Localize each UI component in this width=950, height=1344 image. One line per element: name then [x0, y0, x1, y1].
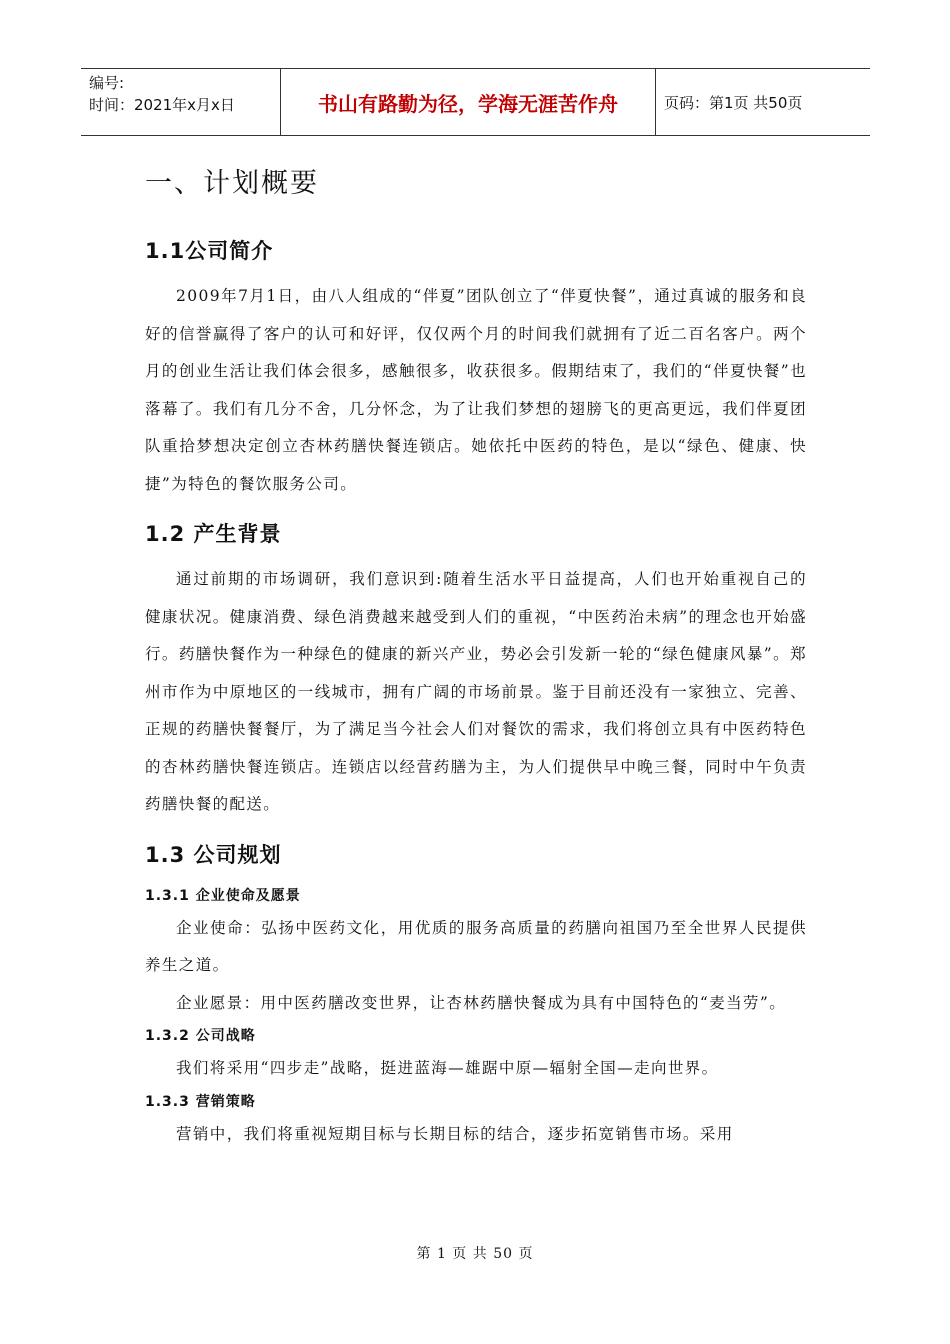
paragraph-background: 通过前期的市场调研，我们意识到:随着生活水平日益提高，人们也开始重视自己的健康状况。健康消费、绿色消费越来越受到人们的重视，“中医药治未病”的理念也开始盛行。药膳快餐作为一种绿色的健康的新兴产业，势必会引发新一轮的“绿色健康风暴”。郑州市作为中原地区的一线城市，拥有广阔的市场前景。鉴于目前还没有一家独立、完善、正规的药膳快餐餐厅，为了满足当今社会人们对餐饮的需求，我们将创立具有中医药特色的杏林药膳快餐连锁店。连锁店以经营药膳为主，为人们提供早中晚三餐，同时中午负责药膳快餐的配送。 — [145, 570, 807, 813]
paragraph-strategy: 我们将采用“四步走”战略，挺进蓝海—雄踞中原—辐射全国—走向世界。 — [176, 1059, 719, 1077]
subsection-title-mission: 1.3.1 企业使命及愿景 — [145, 887, 301, 904]
paragraph-mission: 企业使命：弘扬中医药文化，用优质的服务高质量的药膳向祖国乃至全世界人民提供养生之道。 — [145, 918, 807, 974]
document-number-label: 编号: — [89, 74, 125, 92]
document-body — [145, 164, 807, 1153]
paragraph-vision: 企业愿景：用中医药膳改变世界，让杏林药膳快餐成为具有中国特色的“麦当劳”。 — [176, 993, 787, 1012]
section-title-company-intro: 1.1公司简介 — [145, 239, 274, 263]
paragraph-marketing: 营销中，我们将重视短期目标与长期目标的结合，逐步拓宽销售市场。采用 — [176, 1124, 734, 1143]
section-title-company-plan: 1.3 公司规划 — [145, 842, 282, 867]
chapter-title: 一、计划概要 — [145, 168, 319, 199]
subsection-title-strategy: 1.3.2 公司战略 — [145, 1028, 256, 1044]
header-motto: 书山有路勤为径，学海无涯苦作舟 — [318, 91, 618, 116]
paragraph-company-intro: 2009年7月1日，由八人组成的“伴夏”团队创立了“伴夏快餐”，通过真诚的服务和良好的信誉赢得了客户的认可和好评，仅仅两个月的时间我们就拥有了近二百名客户。两个月的创业生活让我们体会很多，感触很多，收获很多。假期结束了，我们的“伴夏快餐”也落幕了。我们有几分不舍，几分怀念，为了让我们梦想的翅膀飞的更高更远，我们伴夏团队重拾梦想决定创立杏林药膳快餐连锁店。她依托中医药的特色，是以“绿色、健康、快捷”为特色的餐饮服务公司。 — [145, 287, 807, 493]
header-page-cell — [656, 69, 870, 135]
section-title-background: 1.2 产生背景 — [145, 522, 282, 546]
subsection-title-marketing: 1.3.3 营销策略 — [145, 1093, 256, 1110]
header-page-number: 页码：第1页 共50页 — [664, 93, 803, 112]
page-footer: 第 1 页 共 50 页 — [416, 1246, 534, 1262]
header-motto-cell — [281, 69, 656, 135]
header-table — [81, 68, 870, 136]
header-meta-cell — [81, 69, 281, 135]
document-date-label: 时间：2021年x月x日 — [89, 96, 235, 114]
